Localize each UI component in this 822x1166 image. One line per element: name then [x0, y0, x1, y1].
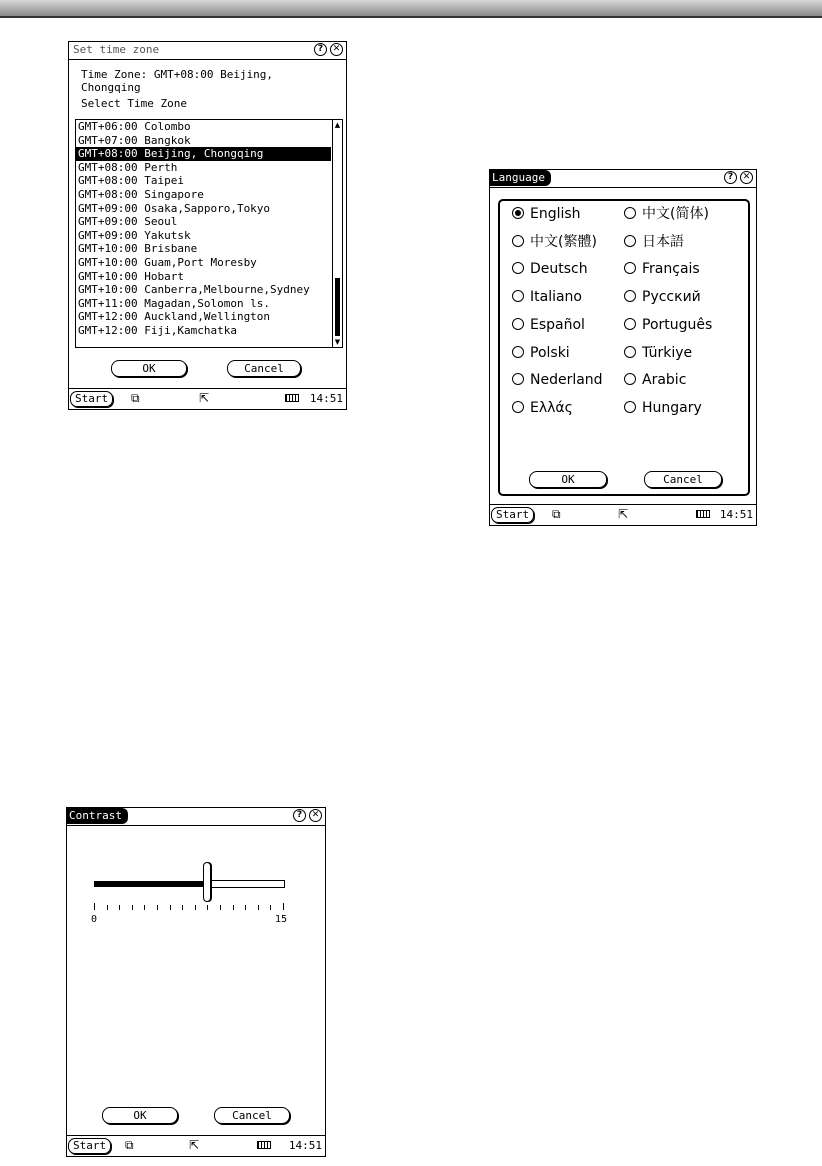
ok-button[interactable]: OK: [102, 1107, 178, 1124]
select-time-zone-label: Select Time Zone: [81, 97, 187, 110]
current-time-zone-label: Time Zone: GMT+08:00 Beijing, Chongqing: [81, 68, 274, 94]
language-radio-option[interactable]: [624, 205, 709, 223]
radio-button-icon[interactable]: [624, 346, 636, 358]
list-scrollbar[interactable]: [332, 120, 342, 347]
time-zone-option[interactable]: GMT+09:00 Osaka,Sapporo,Tokyo: [78, 201, 271, 215]
language-label: Polski: [530, 344, 570, 361]
slider-tick: [132, 905, 133, 910]
slider-tick: [245, 905, 246, 910]
help-icon[interactable]: ?: [314, 43, 327, 56]
radio-button-icon[interactable]: [624, 318, 636, 330]
time-zone-list[interactable]: [75, 119, 343, 348]
slider-tick: [94, 903, 95, 910]
scrollbar-thumb[interactable]: [335, 278, 340, 336]
keyboard-icon[interactable]: [696, 510, 710, 518]
language-radio-option[interactable]: [624, 371, 686, 389]
time-zone-option[interactable]: GMT+06:00 Colombo: [78, 120, 191, 133]
slider-min-label: 0: [91, 914, 98, 925]
language-label: Nederland: [530, 372, 603, 389]
close-icon[interactable]: ✕: [740, 171, 753, 184]
scroll-up-icon[interactable]: ▲: [334, 121, 341, 129]
slider-track-empty: [207, 880, 285, 888]
start-button[interactable]: Start: [70, 391, 113, 407]
language-radio-option[interactable]: [512, 288, 582, 306]
language-radio-option[interactable]: [512, 344, 570, 362]
radio-button-icon[interactable]: [512, 373, 524, 385]
language-radio-option[interactable]: [624, 233, 684, 251]
cancel-button[interactable]: Cancel: [644, 471, 722, 488]
language-label: Ελλάς: [530, 399, 573, 416]
time-zone-option[interactable]: GMT+10:00 Canberra,Melbourne,Sydney: [78, 283, 310, 297]
contrast-window: [66, 807, 326, 1157]
language-radio-option[interactable]: [512, 260, 588, 278]
close-icon[interactable]: ✕: [309, 809, 322, 822]
time-zone-option[interactable]: GMT+09:00 Yakutsk: [78, 228, 191, 242]
language-label: Italiano: [530, 289, 582, 306]
language-label: Português: [642, 316, 713, 333]
slider-tick: [207, 905, 208, 910]
language-label: Arabic: [642, 372, 687, 389]
help-icon[interactable]: ?: [724, 171, 737, 184]
radio-button-icon[interactable]: [624, 235, 636, 247]
slider-tick: [283, 903, 284, 910]
language-label: 中文(简体): [642, 206, 709, 222]
slider-tick: [170, 905, 171, 910]
start-button[interactable]: Start: [68, 1138, 111, 1154]
language-window: [489, 169, 757, 526]
radio-button-icon[interactable]: [624, 262, 636, 274]
window-title: Contrast: [67, 808, 128, 824]
language-label: Türkiye: [642, 344, 693, 361]
close-icon[interactable]: ✕: [330, 43, 343, 56]
slider-tick: [182, 905, 183, 910]
language-radio-option[interactable]: [624, 344, 692, 362]
radio-button-icon[interactable]: [624, 207, 636, 219]
taskbar: [490, 504, 756, 525]
language-label: Hungary: [642, 399, 702, 416]
time-zone-option[interactable]: GMT+10:00 Brisbane: [78, 242, 198, 256]
slider-max-label: 15: [275, 914, 288, 925]
language-radio-option[interactable]: [624, 316, 712, 334]
ok-button[interactable]: OK: [111, 360, 187, 377]
language-radio-option[interactable]: [512, 316, 585, 334]
cancel-button[interactable]: Cancel: [214, 1107, 290, 1124]
help-icon[interactable]: ?: [293, 809, 306, 822]
slider-tick: [195, 905, 196, 910]
scroll-down-icon[interactable]: ▼: [334, 338, 341, 346]
language-radio-option[interactable]: [512, 371, 603, 389]
slider-tick: [270, 905, 271, 910]
window-title: Language: [490, 170, 551, 186]
slider-tick: [258, 905, 259, 910]
language-options-box: [498, 199, 750, 496]
cancel-button[interactable]: Cancel: [227, 360, 301, 377]
input-switch-icon[interactable]: ⇱: [618, 507, 629, 521]
windows-icon[interactable]: ⧉: [131, 391, 140, 405]
window-title: Set time zone: [73, 43, 160, 56]
language-label: English: [530, 206, 581, 222]
slider-tick: [157, 905, 158, 910]
time-zone-option[interactable]: GMT+08:00 Beijing, Chongqing: [76, 147, 331, 161]
radio-button-icon[interactable]: [512, 262, 524, 274]
time-zone-option[interactable]: GMT+12:00 Fiji,Kamchatka: [78, 323, 237, 337]
radio-button-icon[interactable]: [624, 401, 636, 413]
clock: 14:51: [288, 1139, 322, 1152]
time-zone-option[interactable]: GMT+09:00 Seoul: [78, 215, 178, 229]
language-radio-option[interactable]: [624, 288, 701, 306]
start-button[interactable]: Start: [491, 507, 534, 523]
radio-button-icon[interactable]: [512, 235, 524, 247]
taskbar: [67, 1135, 325, 1156]
language-label: Français: [642, 261, 700, 278]
language-label: 中文(繁體): [530, 233, 597, 250]
time-zone-option[interactable]: GMT+12:00 Auckland,Wellington: [78, 310, 271, 324]
input-switch-icon[interactable]: ⇱: [199, 391, 210, 405]
taskbar: [69, 388, 346, 409]
slider-tick: [233, 905, 234, 910]
language-radio-option[interactable]: [624, 399, 702, 417]
radio-button-icon[interactable]: [624, 373, 636, 385]
radio-button-icon[interactable]: [512, 290, 524, 302]
language-label: 日本語: [642, 233, 684, 250]
time-zone-option[interactable]: GMT+07:00 Bangkok: [78, 133, 191, 147]
keyboard-icon[interactable]: [285, 394, 299, 402]
contrast-slider[interactable]: [67, 808, 325, 928]
time-zone-option[interactable]: GMT+08:00 Taipei: [78, 174, 184, 188]
windows-icon[interactable]: ⧉: [125, 1138, 134, 1152]
title-bar: [490, 170, 756, 188]
slider-tick: [144, 905, 145, 910]
language-radio-option[interactable]: [624, 260, 700, 278]
input-switch-icon[interactable]: ⇱: [189, 1138, 200, 1152]
slider-tick: [220, 905, 221, 910]
language-radio-option[interactable]: [512, 205, 581, 223]
slider-tick: [107, 905, 108, 910]
time-zone-option[interactable]: GMT+11:00 Magadan,Solomon ls.: [78, 296, 271, 310]
clock: 14:51: [719, 508, 753, 521]
set-time-zone-window: [68, 41, 347, 410]
time-zone-option[interactable]: GMT+08:00 Perth: [78, 160, 178, 174]
language-radio-option[interactable]: [512, 233, 597, 251]
radio-button-icon[interactable]: [512, 207, 524, 219]
windows-icon[interactable]: ⧉: [552, 507, 561, 521]
radio-button-icon[interactable]: [512, 346, 524, 358]
time-zone-option[interactable]: GMT+10:00 Guam,Port Moresby: [78, 255, 257, 269]
ok-button[interactable]: OK: [529, 471, 607, 488]
slider-track-filled: [94, 881, 207, 887]
radio-button-icon[interactable]: [624, 290, 636, 302]
document-header-bar: [0, 0, 822, 18]
slider-thumb[interactable]: [203, 862, 211, 902]
language-radio-option[interactable]: [512, 399, 573, 417]
title-bar: [69, 42, 346, 60]
slider-tick: [119, 905, 120, 910]
keyboard-icon[interactable]: [257, 1141, 271, 1149]
language-label: Deutsch: [530, 261, 588, 278]
clock: 14:51: [309, 392, 343, 405]
language-label: Español: [530, 316, 585, 333]
time-zone-option[interactable]: GMT+10:00 Hobart: [78, 269, 184, 283]
radio-button-icon[interactable]: [512, 401, 524, 413]
language-label: Русский: [642, 289, 701, 306]
time-zone-option[interactable]: GMT+08:00 Singapore: [78, 187, 204, 201]
radio-button-icon[interactable]: [512, 318, 524, 330]
